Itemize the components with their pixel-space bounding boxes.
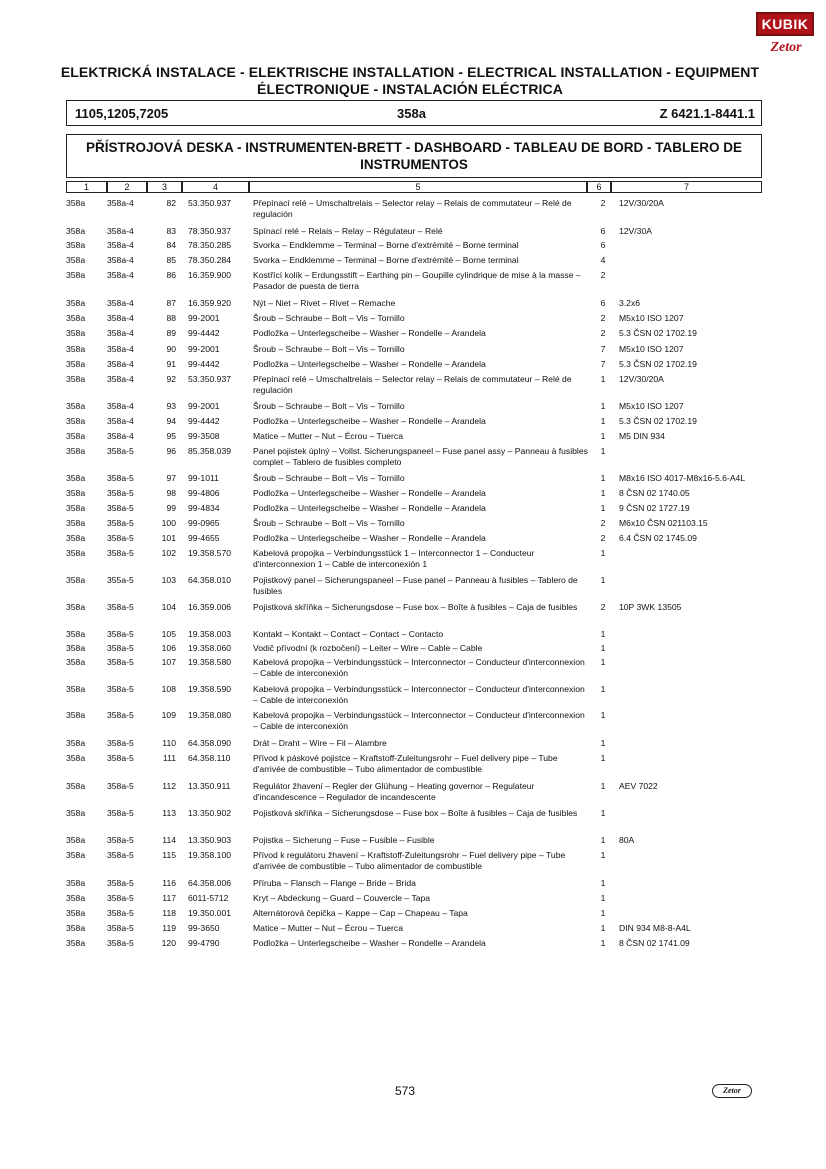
cell-c5: Šroub – Schraube – Bolt – Vis – Tornillo	[253, 401, 405, 411]
column-header-7: 7	[611, 181, 762, 193]
kubik-zetor-logo	[756, 12, 816, 62]
cell-c6: 1	[600, 431, 606, 441]
cell-c1: 358a	[66, 473, 86, 483]
cell-c3: 86	[166, 270, 176, 280]
cell-c5: Kabelová propojka – Verbindungsstück – Interconnector – Conducteur d'interconnexion – Cable de interconexión	[253, 684, 585, 705]
cell-c2: 358a-5	[107, 781, 134, 791]
cell-c7: 8 ČSN 02 1740.05	[619, 488, 690, 498]
cell-c4: 99-3508	[188, 431, 220, 441]
cell-c3: 95	[166, 431, 176, 441]
cell-c3: 117	[162, 893, 176, 903]
cell-c4: 78.350.284	[188, 255, 232, 265]
cell-c1: 358a	[66, 738, 86, 748]
cell-c1: 358a	[66, 878, 86, 888]
cell-c2: 358a-5	[107, 753, 134, 763]
cell-c5: Matice – Mutter – Nut – Écrou – Tuerca	[253, 923, 403, 933]
page-title-line1: ELEKTRICKÁ INSTALACE - ELEKTRISCHE INSTALLATION - ELECTRICAL INSTALLATION - EQUIPMENT	[60, 64, 760, 80]
cell-c6: 2	[600, 518, 606, 528]
cell-c4: 16.359.006	[188, 602, 232, 612]
cell-c7: 12V/30/20A	[619, 374, 664, 384]
cell-c1: 358a	[66, 359, 86, 369]
cell-c5: Šroub – Schraube – Bolt – Vis – Tornillo	[253, 344, 405, 354]
cell-c7: DIN 934 M8-8-A4L	[619, 923, 691, 933]
cell-c7: 3.2x6	[619, 298, 641, 308]
cell-c2: 358a-4	[107, 226, 134, 236]
catalog-header	[66, 100, 762, 126]
cell-c6: 1	[600, 575, 606, 585]
cell-c6: 1	[600, 488, 606, 498]
cell-c5: Příruba – Flansch – Flange – Bride – Brida	[253, 878, 416, 888]
cell-c5: Regulátor žhavení – Regler der Glühung – Heating governor – Regulateur d'incandescence – Regulador de incandescente	[253, 781, 535, 802]
cell-c1: 358a	[66, 401, 86, 411]
cell-c1: 358a	[66, 533, 86, 543]
cell-c1: 358a	[66, 446, 86, 456]
cell-c3: 102	[161, 548, 176, 558]
cell-c6: 1	[600, 374, 606, 384]
cell-c4: 85.358.039	[188, 446, 232, 456]
cell-c2: 358a-4	[107, 401, 134, 411]
cell-c1: 358a	[66, 226, 86, 236]
cell-c5: Podložka – Unterlegscheibe – Washer – Rondelle – Arandela	[253, 359, 486, 369]
cell-c5: Kryt – Abdeckung – Guard – Couvercle – Tapa	[253, 893, 431, 903]
cell-c1: 358a	[66, 781, 86, 791]
cell-c6: 1	[600, 548, 606, 558]
cell-c7: 12V/30A	[619, 226, 652, 236]
cell-c4: 53.350.937	[188, 198, 232, 208]
cell-c2: 358a-5	[107, 878, 134, 888]
cell-c3: 115	[162, 850, 176, 860]
cell-c4: 99-4442	[188, 328, 220, 338]
cell-c3: 92	[166, 374, 176, 384]
cell-c6: 1	[600, 835, 606, 845]
cell-c3: 94	[166, 416, 176, 426]
cell-c4: 99-4655	[188, 533, 220, 543]
section-title-line1: PŘÍSTROJOVÁ DESKA - INSTRUMENTEN-BRETT - DASHBOARD - TABLEAU DE BORD - TABLERO DE	[86, 140, 742, 155]
cell-c4: 19.358.080	[188, 710, 232, 720]
model-numbers: 1105,1205,7205	[75, 106, 169, 121]
cell-c5: Šroub – Schraube – Bolt – Vis – Tornillo	[253, 473, 405, 483]
cell-c6: 1	[600, 893, 606, 903]
cell-c3: 87	[166, 298, 176, 308]
cell-c1: 358a	[66, 374, 86, 384]
cell-c6: 1	[600, 738, 606, 748]
cell-c4: 99-4806	[188, 488, 220, 498]
cell-c6: 6	[600, 298, 606, 308]
cell-c2: 358a-5	[107, 657, 134, 667]
cell-c2: 355a-5	[107, 575, 134, 585]
cell-c1: 358a	[66, 835, 86, 845]
cell-c1: 358a	[66, 808, 86, 818]
cell-c5: Nýt – Niet – Rivet – Rivet – Remache	[253, 298, 396, 308]
cell-c3: 110	[162, 738, 176, 748]
cell-c6: 4	[600, 255, 606, 265]
cell-c2: 358a-4	[107, 344, 134, 354]
cell-c1: 358a	[66, 575, 86, 585]
cell-c4: 19.358.003	[188, 629, 232, 639]
cell-c3: 99	[166, 503, 176, 513]
cell-c7: M5x10 ISO 1207	[619, 401, 684, 411]
cell-c6: 1	[600, 908, 606, 918]
cell-c1: 358a	[66, 657, 86, 667]
cell-c3: 88	[166, 313, 176, 323]
cell-c3: 105	[161, 629, 176, 639]
cell-c3: 103	[161, 575, 176, 585]
cell-c7: M5x10 ISO 1207	[619, 344, 684, 354]
cell-c5: Pojistkový panel – Sicherungspaneel – Fuse panel – Panneau à fusibles – Tablero de fusibles	[253, 575, 578, 596]
cell-c6: 6	[600, 240, 606, 250]
cell-c2: 358a-5	[107, 835, 134, 845]
cell-c6: 1	[600, 923, 606, 933]
cell-c4: 13.350.903	[188, 835, 232, 845]
cell-c5: Alternátorová čepička – Kappe – Cap – Chapeau – Tapa	[253, 908, 468, 918]
kubik-logo: KUBIK	[756, 12, 814, 36]
cell-c2: 358a-4	[107, 328, 134, 338]
cell-c1: 358a	[66, 298, 86, 308]
cell-c6: 2	[600, 533, 606, 543]
cell-c6: 2	[600, 313, 606, 323]
cell-c3: 83	[166, 226, 176, 236]
cell-c6: 1	[600, 781, 606, 791]
cell-c2: 358a-5	[107, 548, 134, 558]
cell-c4: 19.358.060	[188, 643, 232, 653]
cell-c6: 1	[600, 416, 606, 426]
cell-c2: 358a-5	[107, 808, 134, 818]
cell-c1: 358a	[66, 602, 86, 612]
cell-c4: 99-4790	[188, 938, 220, 948]
cell-c5: Spínací relé – Relais – Relay – Régulateur – Relé	[253, 226, 443, 236]
cell-c4: 99-4442	[188, 416, 220, 426]
cell-c6: 7	[600, 359, 606, 369]
cell-c2: 358a-5	[107, 473, 134, 483]
cell-c1: 358a	[66, 488, 86, 498]
cell-c5: Šroub – Schraube – Bolt – Vis – Tornillo	[253, 313, 405, 323]
cell-c4: 78.350.285	[188, 240, 232, 250]
cell-c6: 2	[600, 328, 606, 338]
cell-c3: 107	[161, 657, 176, 667]
cell-c2: 358a-5	[107, 518, 134, 528]
cell-c5: Podložka – Unterlegscheibe – Washer – Rondelle – Arandela	[253, 533, 486, 543]
cell-c4: 53.350.937	[188, 374, 232, 384]
cell-c2: 358a-5	[107, 908, 134, 918]
cell-c4: 16.359.920	[188, 298, 232, 308]
cell-c3: 118	[162, 908, 176, 918]
cell-c5: Přívod k regulátoru žhavení – Kraftstoff-Zuleitungsrohr – Fuel delivery pipe – Tube d'arrivée de combustible – Tubo alimentador de combustible	[253, 850, 566, 871]
cell-c5: Vodič přívodní (k rozbočení) – Leiter – Wire – Cable – Cable	[253, 643, 483, 653]
cell-c1: 358a	[66, 629, 86, 639]
cell-c7: M5 DIN 934	[619, 431, 665, 441]
page-number: 573	[395, 1084, 416, 1098]
cell-c1: 358a	[66, 328, 86, 338]
cell-c6: 1	[600, 878, 606, 888]
cell-c2: 358a-4	[107, 240, 134, 250]
cell-c7: 9 ČSN 02 1727.19	[619, 503, 690, 513]
column-header-6: 6	[587, 181, 611, 193]
cell-c2: 358a-5	[107, 738, 134, 748]
cell-c5: Podložka – Unterlegscheibe – Washer – Rondelle – Arandela	[253, 328, 486, 338]
cell-c3: 112	[162, 781, 176, 791]
cell-c4: 99-0965	[188, 518, 220, 528]
column-header-2: 2	[107, 181, 147, 193]
cell-c5: Přepínací relé – Umschaltrelais – Selector relay – Relais de commutateur – Relé de regulación	[253, 374, 572, 395]
cell-c3: 91	[166, 359, 176, 369]
cell-c2: 358a-4	[107, 431, 134, 441]
cell-c5: Šroub – Schraube – Bolt – Vis – Tornillo	[253, 518, 405, 528]
cell-c3: 120	[161, 938, 176, 948]
cell-c4: 19.358.100	[188, 850, 232, 860]
cell-c4: 64.358.110	[188, 753, 231, 763]
cell-c1: 358a	[66, 938, 86, 948]
cell-c7: 6.4 ČSN 02 1745.09	[619, 533, 697, 543]
cell-c6: 1	[600, 401, 606, 411]
cell-c7: 5.3 ČSN 02 1702.19	[619, 416, 697, 426]
cell-c5: Panel pojistek úplný – Vollst. Sicherungspaneel – Fuse panel assy – Panneau à fusibles complet – Tablero de fusibles completo	[253, 446, 588, 467]
cell-c1: 358a	[66, 710, 86, 720]
cell-c6: 2	[600, 602, 606, 612]
cell-c1: 358a	[66, 344, 86, 354]
cell-c2: 358a-5	[107, 710, 134, 720]
cell-c5: Svorka – Endklemme – Terminal – Borne d'extrémité – Borne terminal	[253, 255, 519, 265]
cell-c2: 358a-4	[107, 416, 134, 426]
cell-c1: 358a	[66, 893, 86, 903]
cell-c7: 5.3 ČSN 02 1702.19	[619, 328, 697, 338]
cell-c7: M6x10 ČSN 021103.15	[619, 518, 708, 528]
cell-c2: 358a-5	[107, 938, 134, 948]
cell-c4: 99-4834	[188, 503, 220, 513]
cell-c3: 113	[162, 808, 176, 818]
cell-c5: Kabelová propojka – Verbindungsstück 1 – Interconnector 1 – Conducteur d'interconnexion 1 – Cable de interconexión 1	[253, 548, 535, 569]
cell-c6: 1	[600, 808, 606, 818]
cell-c3: 114	[162, 835, 176, 845]
cell-c6: 1	[600, 446, 606, 456]
page-title	[60, 64, 760, 98]
cell-c4: 19.358.590	[188, 684, 232, 694]
cell-c3: 82	[166, 198, 176, 208]
cell-c3: 96	[166, 446, 176, 456]
cell-c7: 10P 3WK 13505	[619, 602, 682, 612]
cell-c2: 358a-5	[107, 488, 134, 498]
section-title	[66, 134, 762, 178]
cell-c5: Podložka – Unterlegscheibe – Washer – Rondelle – Arandela	[253, 488, 486, 498]
cell-c4: 99-2001	[188, 344, 220, 354]
cell-c4: 64.358.006	[188, 878, 232, 888]
column-header-3: 3	[147, 181, 182, 193]
cell-c3: 109	[161, 710, 176, 720]
cell-c1: 358a	[66, 431, 86, 441]
cell-c6: 7	[600, 344, 606, 354]
cell-c3: 84	[166, 240, 176, 250]
cell-c3: 106	[161, 643, 176, 653]
cell-c5: Pojistková skříňka – Sicherungsdose – Fuse box – Boîte à fusibles – Caja de fusibles	[253, 808, 578, 818]
cell-c3: 93	[166, 401, 176, 411]
cell-c5: Podložka – Unterlegscheibe – Washer – Rondelle – Arandela	[253, 938, 486, 948]
cell-c1: 358a	[66, 313, 86, 323]
cell-c1: 358a	[66, 908, 86, 918]
cell-c4: 19.350.001	[188, 908, 232, 918]
cell-c1: 358a	[66, 198, 86, 208]
cell-c7: 8 ČSN 02 1741.09	[619, 938, 690, 948]
cell-c6: 1	[600, 473, 606, 483]
cell-c2: 358a-5	[107, 893, 134, 903]
cell-c5: Přepínací relé – Umschaltrelais – Selector relay – Relais de commutateur – Relé de regulación	[253, 198, 572, 219]
cell-c6: 1	[600, 684, 606, 694]
cell-c3: 100	[161, 518, 176, 528]
cell-c2: 358a-5	[107, 533, 134, 543]
cell-c2: 358a-5	[107, 503, 134, 513]
cell-c5: Přívod k páskové pojistce – Kraftstoff-Zuleitungsrohr – Fuel delivery pipe – Tube d'arrivée de combustible – Tubo alimentador de combustible	[253, 753, 558, 774]
cell-c2: 358a-4	[107, 298, 134, 308]
cell-c5: Kontakt – Kontakt – Contact – Contact – Contacto	[253, 629, 444, 639]
cell-c6: 1	[600, 850, 606, 860]
cell-c7: 12V/30/20A	[619, 198, 664, 208]
column-header-1: 1	[66, 181, 107, 193]
cell-c2: 358a-5	[107, 923, 134, 933]
cell-c2: 358a-5	[107, 684, 134, 694]
cell-c1: 358a	[66, 255, 86, 265]
cell-c5: Podložka – Unterlegscheibe – Washer – Rondelle – Arandela	[253, 503, 486, 513]
cell-c2: 358a-5	[107, 643, 134, 653]
cell-c2: 358a-4	[107, 374, 134, 384]
cell-c3: 116	[162, 878, 176, 888]
cell-c3: 90	[166, 344, 176, 354]
cell-c2: 358a-4	[107, 359, 134, 369]
cell-c7: M5x10 ISO 1207	[619, 313, 684, 323]
cell-c5: Kabelová propojka – Verbindungsstück – Interconnector – Conducteur d'interconnexion – Cable de interconexión	[253, 657, 585, 678]
cell-c4: 19.358.570	[188, 548, 232, 558]
cell-c4: 6011-5712	[188, 893, 229, 903]
cell-c1: 358a	[66, 240, 86, 250]
cell-c4: 13.350.902	[188, 808, 232, 818]
cell-c1: 358a	[66, 518, 86, 528]
cell-c5: Pojistka – Sicherung – Fuse – Fusible – Fusible	[253, 835, 435, 845]
cell-c4: 99-4442	[188, 359, 220, 369]
cell-c6: 1	[600, 657, 606, 667]
cell-c6: 1	[600, 710, 606, 720]
cell-c6: 1	[600, 629, 606, 639]
cell-c7: 5.3 ČSN 02 1702.19	[619, 359, 697, 369]
cell-c4: 78.350.937	[188, 226, 232, 236]
cell-c6: 6	[600, 226, 606, 236]
cell-c4: 99-1011	[188, 473, 219, 483]
cell-c6: 1	[600, 753, 606, 763]
cell-c3: 111	[162, 753, 176, 763]
cell-c1: 358a	[66, 503, 86, 513]
section-number: 358a	[397, 106, 426, 121]
section-title-line2: INSTRUMENTOS	[360, 157, 468, 172]
cell-c3: 104	[161, 602, 176, 612]
column-header-5: 5	[249, 181, 587, 193]
cell-c3: 85	[166, 255, 176, 265]
cell-c1: 358a	[66, 416, 86, 426]
cell-c5: Svorka – Endklemme – Terminal – Borne d'extrémité – Borne terminal	[253, 240, 519, 250]
cell-c2: 358a-5	[107, 850, 134, 860]
cell-c4: 64.358.090	[188, 738, 232, 748]
cell-c4: 64.358.010	[188, 575, 232, 585]
cell-c4: 13.350.911	[188, 781, 231, 791]
cell-c5: Matice – Mutter – Nut – Écrou – Tuerca	[253, 431, 403, 441]
cell-c2: 358a-4	[107, 255, 134, 265]
cell-c1: 358a	[66, 270, 86, 280]
cell-c5: Kabelová propojka – Verbindungsstück – Interconnector – Conducteur d'interconnexion – Cable de interconexión	[253, 710, 585, 731]
cell-c6: 2	[600, 270, 606, 280]
cell-c5: Podložka – Unterlegscheibe – Washer – Rondelle – Arandela	[253, 416, 486, 426]
catalog-code: Z 6421.1-8441.1	[659, 106, 755, 121]
cell-c1: 358a	[66, 643, 86, 653]
cell-c1: 358a	[66, 753, 86, 763]
cell-c6: 1	[600, 938, 606, 948]
footer-zetor-logo: Zetor	[712, 1084, 752, 1098]
cell-c7: 80A	[619, 835, 635, 845]
cell-c6: 2	[600, 198, 606, 208]
page-title-line2: ÉLECTRONIQUE - INSTALACIÓN ELÉCTRICA	[257, 81, 563, 97]
cell-c6: 1	[600, 503, 606, 513]
cell-c2: 358a-4	[107, 270, 134, 280]
cell-c4: 16.359.900	[188, 270, 232, 280]
cell-c4: 19.358.580	[188, 657, 232, 667]
cell-c7: M8x16 ISO 4017-M8x16-5.6-A4L	[619, 473, 746, 483]
zetor-logo: Zetor	[770, 40, 802, 55]
cell-c4: 99-2001	[188, 401, 220, 411]
cell-c5: Pojistková skříňka – Sicherungsdose – Fuse box – Boîte à fusibles – Caja de fusibles	[253, 602, 578, 612]
cell-c7: AEV 7022	[619, 781, 658, 791]
cell-c3: 97	[166, 473, 176, 483]
cell-c3: 98	[166, 488, 176, 498]
cell-c2: 358a-4	[107, 198, 134, 208]
cell-c2: 358a-5	[107, 602, 134, 612]
cell-c1: 358a	[66, 850, 86, 860]
cell-c3: 119	[162, 923, 176, 933]
cell-c4: 99-2001	[188, 313, 220, 323]
cell-c4: 99-3650	[188, 923, 220, 933]
cell-c3: 89	[166, 328, 176, 338]
column-header-4: 4	[182, 181, 249, 193]
cell-c3: 108	[161, 684, 176, 694]
cell-c1: 358a	[66, 923, 86, 933]
cell-c1: 358a	[66, 548, 86, 558]
cell-c3: 101	[161, 533, 176, 543]
cell-c1: 358a	[66, 684, 86, 694]
cell-c5: Drát – Draht – Wire – Fil – Alambre	[253, 738, 387, 748]
cell-c2: 358a-4	[107, 313, 134, 323]
cell-c2: 358a-5	[107, 629, 134, 639]
cell-c2: 358a-5	[107, 446, 134, 456]
cell-c6: 1	[600, 643, 606, 653]
cell-c5: Kostřící kolík – Erdungsstift – Earthing pin – Goupille cylindrique de mise à la masse – Pasador de puesta de tierra	[253, 270, 581, 291]
